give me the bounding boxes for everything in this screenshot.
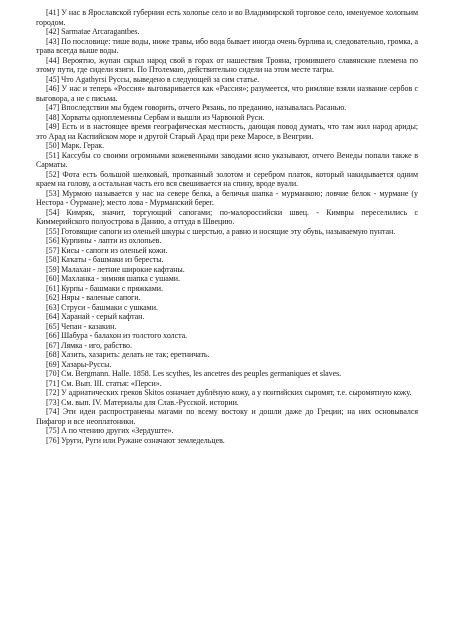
footnote-50: [50] Марк. Герак. (46, 141, 105, 150)
footnote-54: [54] Кимряк, значит, торгующий сапогами; по-малороссийски швец. - Кимвры переселились с Киммерийского полуострова в Данию, а оттуда в Швецию. (36, 207, 418, 226)
footnote-69: [69] Хазары-Руссы. (46, 359, 112, 369)
footnote-66: [66] Шабура - балахон из толстого холста. (46, 331, 188, 340)
footnotes-page (36, 8, 418, 445)
footnote-57: [57] Кисы - сапоги из оленьей кожи. (46, 245, 168, 255)
footnote-73: [73] См. вып. IV. Материалы для Слав.-Русской. истории. (46, 397, 239, 407)
footnote-65: [65] Чепан - казакин. (46, 321, 117, 331)
footnote-55: [55] Готовящие сапоги из оленьей шкуры с шерстью, а равно и носящие эту обувь, называемую пунтан. (46, 226, 396, 236)
footnote-44: [44] Вероятно, жупан скрыл народ свой в горах от нашествия Трояна, громившего славянские племена по этому пути, где сидели язиги. По Птолемаю, действительно сидели на этом месте тагры. (36, 55, 418, 74)
footnote-59: [59] Малахан - летние широкие кафтаны. (46, 264, 185, 274)
footnote-71: [71] См. Вып. III. статья: «Перси». (46, 378, 162, 388)
footnote-60: [60] Махланка - зимняя шапка с ушами. (46, 274, 180, 283)
footnote-68: [68] Хазить, хазарить: делать не так; еретничать. (46, 350, 210, 359)
footnote-67: [67] Лямка - иго, рабство. (46, 340, 132, 350)
footnote-52: [52] Фота есть большой шелковый, протканный золотом и серебром платок, который накидывается одним краем на голову, а остальная часть его вся свешивается на спину, вроде вуали. (36, 169, 418, 188)
footnote-46: [46] У нас и теперь «Россия» выговаривается как «Рассия»; разумеется, что римляне взяли название сербов с выговора, а не с письма. (36, 84, 418, 103)
footnote-72: [72] У адриатических греков Skitos означает дублёную кожу, а у понтийских сыромят, т.е. сыромятную кожу. (46, 388, 412, 397)
footnote-61: [61] Курпы - башмаки с пряжками. (46, 283, 163, 293)
footnote-75: [75] А по чтению других «Зердуште». (46, 426, 174, 435)
footnote-74: [74] Эти идеи распространены магами по всему востоку и дошли даже до Греции; на них основывался Пифагор и все неоплатоники. (36, 407, 418, 426)
footnote-45: [45] Что Agathyrsi Руссы, выведено в следующей за сим статье. (46, 74, 260, 84)
footnote-70: [70] См. Bergmann. Halle. 1858. Les scythes, les ancetres des peuples germaniques et slaves. (46, 369, 342, 378)
footnote-42: [42] Sarmatae Arcaragantbes. (46, 27, 140, 36)
footnote-62: [62] Няры - валеные сапоги. (46, 293, 141, 302)
footnote-47: [47] Впоследствии мы будем говорить, отчего Рязань, по преданию, называлась Расанью. (46, 103, 347, 112)
footnote-76: [76] Уруги, Руги или Ружане означают земледельцев. (46, 435, 225, 445)
footnote-53: [53] Мурмою называется у нас на севере белка, а беличья шапка - мурманкою; ловчие белок - мурмане (у Нестора - Оурмане); место лова - Мурманский берег. (36, 188, 418, 207)
footnote-43: [43] По пословице: тише воды, ниже травы, ибо вода бывает иногда очень бурлива и, следовательно, громка, а трава всегда выше воды. (36, 36, 418, 55)
footnote-63: [63] Струси - башмаки с ушками. (46, 302, 158, 312)
footnote-41: [41] У нас в Ярославской губернии есть холопье село и во Владимирской торговое село, именуемое холопьим городом. (36, 8, 418, 27)
footnote-64: [64] Харанай - серый кафтан. (46, 312, 145, 321)
footnote-58: [58] Каҡаты - башмаки из бересты. (46, 255, 164, 264)
footnote-51: [51] Кассубы со своими огромными кожевенными заводами ясно указывают, отчего Венеды попали также в Сарматы. (36, 150, 418, 169)
footnote-56: [56] Курпины - лапти из охлопьев. (46, 236, 162, 245)
footnote-48: [48] Хорваты одноплеменны Сербам и вышли из Чарвоной Руси. (46, 112, 265, 122)
footnote-49: [49] Есть и в настоящее время географическая местность, дающая повод думать, что там жил народ ариды; это Арад на Каспийском море и другой Старый Арад при реке Маросе, в Венгрии. (36, 122, 418, 141)
